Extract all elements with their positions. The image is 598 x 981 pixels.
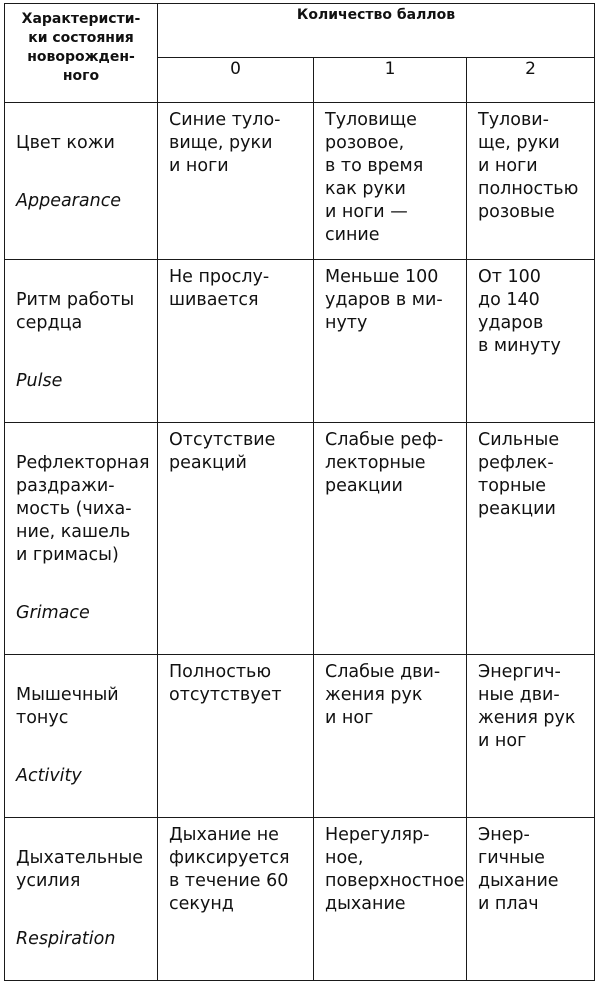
- score-1-cell: Слабые реф- лекторные реакции: [314, 423, 467, 655]
- feature-term: Respiration: [16, 929, 116, 949]
- score-0-cell: Отсутствие реакций: [158, 423, 314, 655]
- score-0-cell: Дыхание не фиксируется в течение 60 секунд: [158, 818, 314, 981]
- score-2-cell: Энергич- ные дви- жения рук и ног: [467, 655, 595, 818]
- feature-term: Activity: [16, 766, 82, 786]
- feature-name: Цвет кожи: [16, 133, 115, 153]
- feature-name: Ритм работы сердца: [16, 290, 135, 333]
- score-2-cell: Сильные рефлек- торные реакции: [467, 423, 595, 655]
- feature-cell: [5, 423, 158, 655]
- feature-name: Мышечный тонус: [16, 685, 119, 728]
- score-1-cell: Слабые дви- жения рук и ног: [314, 655, 467, 818]
- feature-term: Pulse: [16, 371, 63, 391]
- score-group-header: Количество баллов: [158, 4, 595, 58]
- score-1-cell: Туловище розовое, в то время как руки и ноги — синие: [314, 103, 467, 260]
- feature-cell: [5, 260, 158, 423]
- score-0-cell: Синие туло- вище, руки и ноги: [158, 103, 314, 260]
- score-header-2: 2: [467, 58, 595, 103]
- feature-name: Рефлекторная раздражи- мость (чиха- ние, кашель и гримасы): [16, 453, 150, 565]
- score-2-cell: От 100 до 140 ударов в минуту: [467, 260, 595, 423]
- score-1-cell: Меньше 100 ударов в ми- нуту: [314, 260, 467, 423]
- table-row: [5, 103, 595, 260]
- header-row-top: [5, 4, 595, 58]
- score-0-cell: Не прослу- шивается: [158, 260, 314, 423]
- table-row: [5, 818, 595, 981]
- score-2-cell: Тулови- ще, руки и ноги полностью розовые: [467, 103, 595, 260]
- feature-cell: [5, 818, 158, 981]
- feature-term: Appearance: [16, 191, 122, 211]
- feature-cell: [5, 103, 158, 260]
- score-0-cell: Полностью отсутствует: [158, 655, 314, 818]
- feature-term: Grimace: [16, 603, 90, 623]
- feature-column-header: Характеристи- ки состояния новорожден- ного: [5, 4, 158, 103]
- score-header-0: 0: [158, 58, 314, 103]
- table-row: [5, 260, 595, 423]
- table-row: [5, 655, 595, 818]
- feature-name: Дыхательные усилия: [16, 848, 144, 891]
- table-row: [5, 423, 595, 655]
- feature-cell: [5, 655, 158, 818]
- score-header-1: 1: [314, 58, 467, 103]
- score-1-cell: Нерегуляр- ное, поверхностное дыхание: [314, 818, 467, 981]
- score-2-cell: Энер- гичные дыхание и плач: [467, 818, 595, 981]
- apgar-score-table: [4, 3, 595, 981]
